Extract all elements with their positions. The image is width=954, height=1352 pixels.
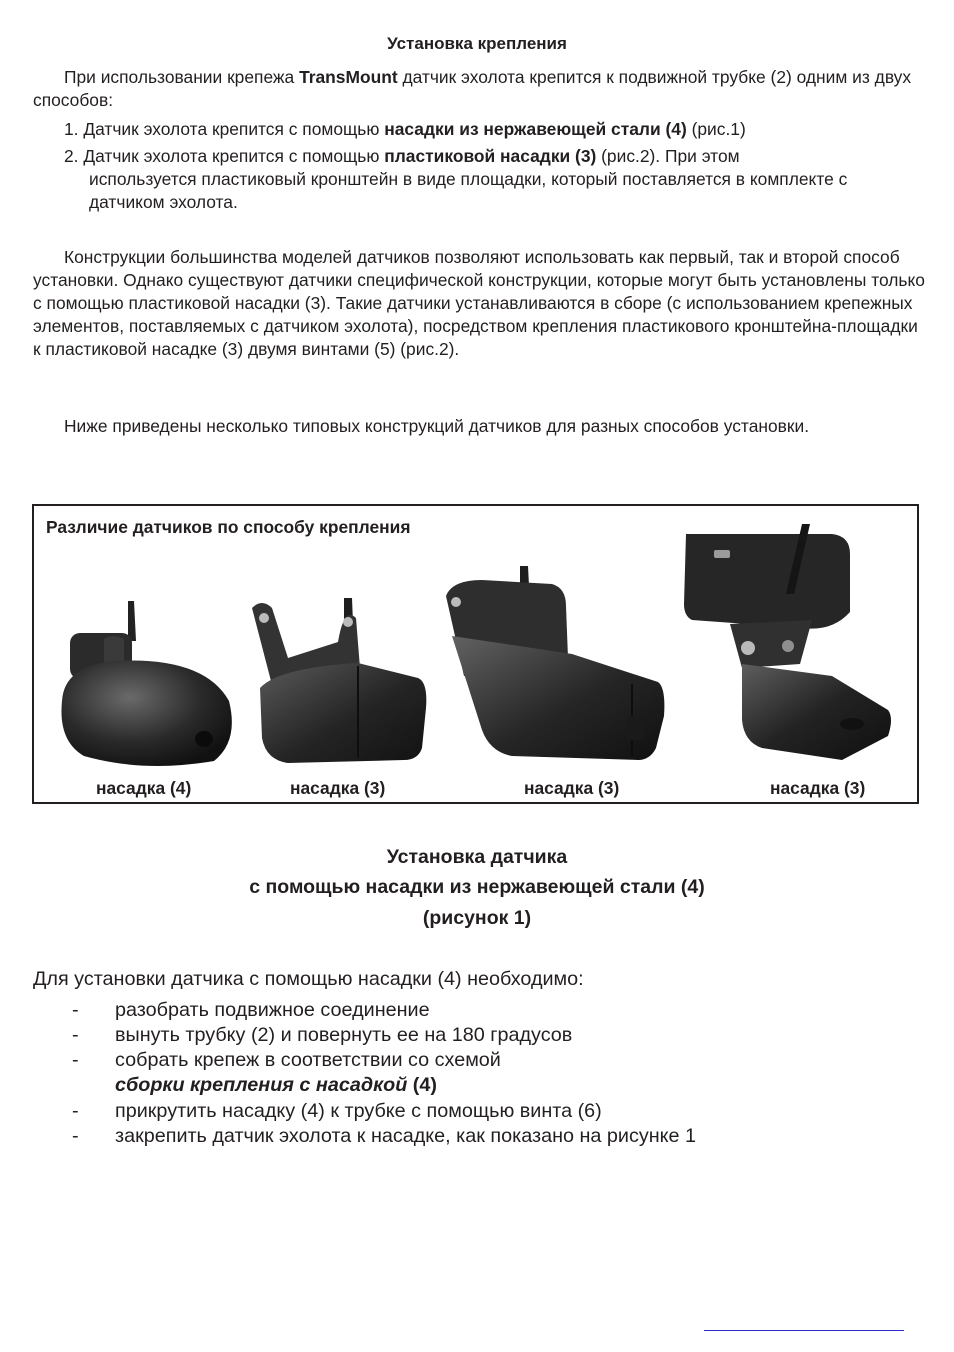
step-3-emphasis: сборки крепления с насадкой (115, 1074, 408, 1096)
intro-text-end: датчик эхолота крепится к подвижной трубке (2) одним из двух способов: (33, 67, 912, 110)
step-4: прикрутить насадку (4) к трубке с помощью винта (6) (115, 1100, 602, 1122)
list-item-1 (64, 118, 924, 141)
brand-name: TransMount (299, 67, 398, 87)
section2-lead: Для установки датчика с помощью насадки (4) необходимо: (33, 968, 584, 990)
section2-title-line2: с помощью насадки из нержавеющей стали (4) (249, 876, 705, 898)
sensor-image-1 (54, 601, 244, 771)
list-item-2-continuation: используется пластиковый кронштейн в виде площадки, который поставляется в комплекте с датчиком эхолота. (89, 169, 848, 212)
section2-title-line3: (рисунок 1) (422, 907, 532, 929)
dash-5: - (72, 1125, 79, 1147)
caption-2: насадка (3) (290, 778, 386, 798)
figure-title: Различие датчиков по способу крепления (46, 517, 411, 537)
list-item-2-bold: пластиковой насадки (3) (384, 146, 597, 166)
dash-2: - (72, 1024, 79, 1046)
sensor-image-4 (682, 524, 897, 769)
section2-title-line1: Установка датчика (386, 846, 568, 868)
caption-1: насадка (4) (96, 778, 192, 798)
sensor-image-3 (442, 566, 677, 776)
sensor-image-2 (248, 598, 433, 773)
paragraph-3: Ниже приведены несколько типовых конструкций датчиков для разных способов установки. (64, 416, 810, 436)
caption-3: насадка (3) (524, 778, 620, 798)
list-item-2-text: 2. Датчик эхолота крепится с помощью (64, 146, 385, 166)
list-item-2 (64, 145, 924, 214)
section-title-mounting: Установка крепления (387, 34, 567, 53)
step-3-ref: (4) (407, 1074, 437, 1096)
list-item-1-bold: насадки из нержавеющей стали (4) (384, 119, 687, 139)
step-3-continuation (115, 1073, 915, 1098)
step-3: собрать крепеж в соответствии со схемой (115, 1049, 501, 1071)
step-2: вынуть трубку (2) и повернуть ее на 180 градусов (115, 1024, 573, 1046)
dash-1: - (72, 999, 79, 1021)
intro-paragraph (33, 66, 925, 112)
list-item-1-ref: (рис.1) (686, 119, 746, 139)
intro-text: При использовании крепежа (64, 67, 300, 87)
dash-4: - (72, 1100, 79, 1122)
list-item-1-text: 1. Датчик эхолота крепится с помощью (64, 119, 385, 139)
paragraph-2: Конструкции большинства моделей датчиков позволяют использовать как первый, так и второй способ установки. Однако существуют датчики специфической конструкции, которые могут быть установлены только с помощью пластиковой насадки (3). Такие датчики устанавливаются в сборе (с использованием крепежных элементов, поставляемых с датчиком эхолота), посредством крепления пластикового кронштейна-площадки к пластиковой насадке (3) двумя винтами (5) (рис.2). (33, 247, 925, 359)
step-5: закрепить датчик эхолота к насадке, как показано на рисунке 1 (115, 1125, 697, 1147)
caption-4: насадка (3) (770, 778, 866, 798)
dash-3: - (72, 1049, 79, 1071)
list-item-2-ref: (рис.2). При этом (596, 146, 740, 166)
footer-link-underline[interactable] (704, 1330, 904, 1331)
step-1: разобрать подвижное соединение (115, 999, 430, 1021)
figure-box (32, 504, 919, 804)
